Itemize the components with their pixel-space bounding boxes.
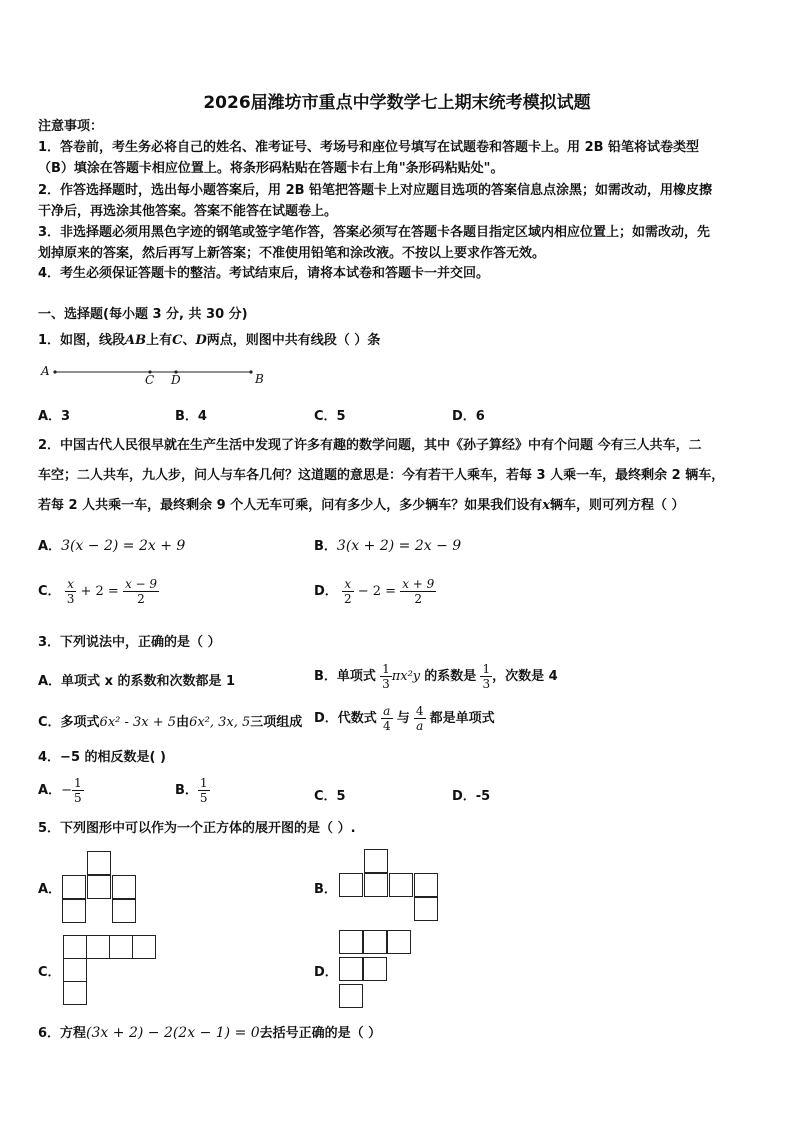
point-b: [249, 370, 252, 373]
net-square: [109, 935, 133, 959]
notice-line: 3．非选择题必须用黑色字迹的钢笔或签字笔作答，答案必须写在答题卡各题目指定区域内相应位置上；如需改动，先: [38, 225, 711, 240]
net-square: [364, 873, 388, 897]
label-b: B: [255, 372, 264, 386]
net-square: [87, 875, 111, 899]
net-square: [86, 935, 110, 959]
net-square: [364, 849, 388, 873]
label-c: C: [145, 373, 155, 387]
net-square: [414, 897, 438, 921]
q2-option-c[interactable]: C． $\frac{x}{3}$ + 2 = $\frac{x - 9}{2}$: [38, 577, 158, 606]
q5-net-a[interactable]: [62, 851, 142, 926]
q1-option-d[interactable]: D．6: [452, 409, 485, 424]
notice-line: 干净后，再选涂其他答案。答案不能答在试题卷上。: [38, 204, 338, 219]
q5-option-a-label[interactable]: A．: [38, 882, 62, 897]
q1-option-c[interactable]: C．5: [314, 409, 346, 424]
q3-option-c[interactable]: C．多项式6x² - 3x + 5由6x², 3x, 5三项组成: [38, 715, 303, 730]
net-square: [132, 935, 156, 959]
net-square: [63, 981, 87, 1005]
page-title: 2026届潍坊市重点中学数学七上期末统考模拟试题: [203, 93, 591, 113]
net-square: [414, 873, 438, 897]
q5-option-c-label[interactable]: C．: [38, 965, 61, 980]
question-1-stem: 1．如图，线段AB上有C、D两点，则图中共有线段（ ）条: [38, 333, 381, 348]
question-2-line: 2．中国古代人民很早就在生产生活中发现了许多有趣的数学问题，其中《孙子算经》中有个问题 今有三人共车，二: [38, 438, 702, 453]
q5-net-b[interactable]: [339, 849, 444, 927]
net-square: [387, 930, 411, 954]
notice-line: （B）填涂在答题卡相应位置上。将条形码粘贴在答题卡右上角"条形码粘贴处"。: [38, 161, 504, 176]
q5-option-d-label[interactable]: D．: [314, 965, 338, 980]
net-square: [62, 899, 86, 923]
q3-option-b[interactable]: B．单项式 $\frac{1}{3}$ πx²y 的系数是 $\frac{1}{3}$ ，次数是 4: [314, 662, 558, 691]
q2-option-a[interactable]: A．3(x − 2) = 2x + 9: [38, 538, 186, 554]
point-a: [53, 370, 56, 373]
q4-option-a[interactable]: A．− $\frac{1}{5}$: [38, 776, 82, 805]
net-square: [363, 957, 387, 981]
net-square: [87, 851, 111, 875]
question-3-stem: 3．下列说法中，正确的是（ ）: [38, 635, 221, 650]
net-square: [339, 957, 363, 981]
q2-option-d[interactable]: D． $\frac{x}{2}$ − 2 = $\frac{x + 9}{2}$: [314, 577, 435, 606]
q5-option-b-label[interactable]: B．: [314, 882, 337, 897]
question-2-line: 车空；二人共车，九人步，问人与车各几何？这道题的意思是：今有若干人乘车，若每 3 人乘一车，最终剩余 2 辆车，: [38, 468, 725, 483]
question-5-stem: 5．下列图形中可以作为一个正方体的展开图的是（ ）.: [38, 821, 356, 836]
label-d: D: [171, 373, 181, 387]
net-square: [339, 873, 363, 897]
net-square: [112, 875, 136, 899]
net-square: [363, 930, 387, 954]
notice-heading: 注意事项：: [38, 119, 104, 134]
net-square: [63, 935, 87, 959]
net-square: [112, 899, 136, 923]
notice-line: 2．作答选择题时，选出每小题答案后，用 2B 铅笔把答题卡上对应题目选项的答案信息点涂黑；如需改动，用橡皮擦: [38, 183, 713, 198]
question-4-stem: 4．−5 的相反数是( ): [38, 750, 166, 765]
section-heading: 一、选择题(每小题 3 分, 共 30 分): [38, 307, 248, 322]
q2-option-b[interactable]: B．3(x + 2) = 2x − 9: [314, 538, 462, 554]
segment-figure: [38, 364, 278, 392]
q5-net-c[interactable]: [63, 935, 163, 1007]
net-square: [389, 873, 413, 897]
notice-line: 划掉原来的答案，然后再写上新答案；不准使用铅笔和涂改液。不按以上要求作答无效。: [38, 246, 546, 261]
q5-net-d[interactable]: [339, 930, 419, 1012]
net-square: [63, 958, 87, 982]
q1-option-b[interactable]: B．4: [175, 409, 207, 424]
q3-option-a[interactable]: A．单项式 x 的系数和次数都是 1: [38, 674, 236, 689]
q3-option-d[interactable]: D．代数式 $\frac{a}{4}$ 与 $\frac{4}{a}$ 都是单项式: [314, 704, 495, 733]
q4-option-d[interactable]: D．-5: [452, 789, 491, 804]
net-square: [339, 984, 363, 1008]
question-6-stem: 6．方程(3x + 2) − 2(2x − 1) = 0去括号正确的是（ ）: [38, 1025, 382, 1041]
q4-option-b[interactable]: B． $\frac{1}{5}$: [175, 776, 208, 805]
net-square: [339, 930, 363, 954]
notice-line: 1．答卷前，考生务必将自己的姓名、准考证号、考场号和座位号填写在试题卷和答题卡上。用 2B 铅笔将试卷类型: [38, 140, 700, 155]
label-a: A: [41, 364, 50, 378]
net-square: [62, 875, 86, 899]
notice-line: 4．考生必须保证答题卡的整洁。考试结束后，请将本试卷和答题卡一并交回。: [38, 266, 490, 281]
q1-option-a[interactable]: A．3: [38, 409, 71, 424]
q4-option-c[interactable]: C．5: [314, 789, 346, 804]
segment-svg: [38, 364, 278, 392]
question-2-line: 若每 2 人共乘一车，最终剩余 9 个人无车可乘，问有多少人，多少辆车？如果我们设有x辆车，则可列方程（ ）: [38, 498, 685, 513]
